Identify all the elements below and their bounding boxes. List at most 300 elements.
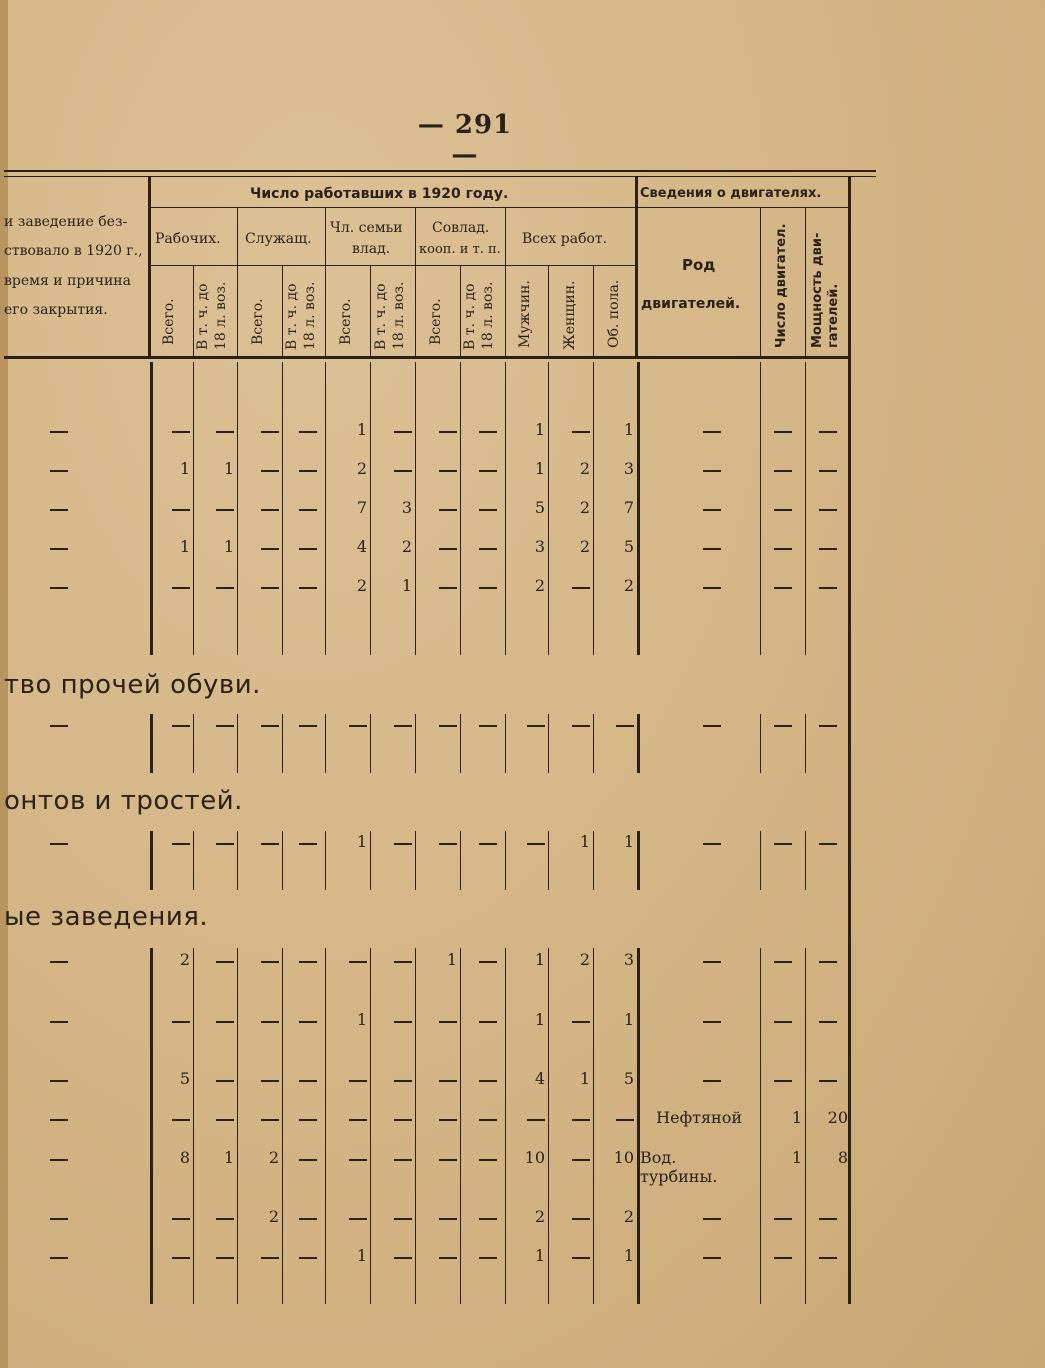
row-1-col-7-dash (394, 431, 412, 433)
row-13-col-10: 2 (534, 1207, 545, 1226)
body-column-rule (548, 831, 549, 890)
row-7-col-5-dash (299, 843, 317, 845)
row-5-col-10: 2 (534, 576, 545, 595)
row-5-col-7: 1 (401, 576, 412, 595)
body-column-rule (193, 831, 194, 890)
row-10-col-5-dash (299, 1080, 317, 1082)
row-10-col-1-dash (50, 1080, 68, 1082)
row-5-col-2-dash (172, 587, 190, 589)
row-8-col-2: 2 (179, 950, 190, 969)
row-14-col-4-dash (261, 1257, 279, 1259)
body-column-rule (505, 831, 506, 890)
row-5-col-9-dash (479, 587, 497, 589)
left-header-line-4: его закрытия. (4, 302, 108, 318)
row-4-engine-3-dash (819, 548, 837, 550)
row-11-col-4-dash (261, 1119, 279, 1121)
row-1-col-8-dash (439, 431, 457, 433)
sub-minors: В т. ч. до (462, 283, 478, 350)
row-7-col-11: 1 (579, 832, 590, 851)
row-6-engine-2-dash (774, 725, 792, 727)
body-column-rule (637, 831, 640, 890)
body-column-rule (237, 362, 238, 655)
row-8-engine-2-dash (774, 961, 792, 963)
row-4-col-10: 3 (534, 537, 545, 556)
sub-minors-2: 18 л. воз. (480, 281, 496, 350)
body-column-rule (237, 948, 238, 1304)
row-3-engine-2-dash (774, 509, 792, 511)
body-column-rule (325, 362, 326, 655)
body-column-rule (460, 948, 461, 1304)
body-column-rule (760, 362, 761, 655)
col-divider-engines (635, 176, 638, 359)
row-2-col-7-dash (394, 470, 412, 472)
row-12-engine-2: 1 (791, 1148, 802, 1167)
body-column-rule (193, 948, 194, 1304)
row-7-col-8-dash (439, 843, 457, 845)
row-1-col-5-dash (299, 431, 317, 433)
body-column-rule (415, 362, 416, 655)
row-2-col-9-dash (479, 470, 497, 472)
row-1-col-11-dash (572, 431, 590, 433)
row-3-engine-1-dash (703, 509, 721, 511)
body-column-rule (548, 714, 549, 773)
body-column-rule (637, 714, 640, 773)
row-12-col-2: 8 (179, 1148, 190, 1167)
row-6-col-3-dash (216, 725, 234, 727)
row-3-col-12: 7 (623, 498, 634, 517)
engine-power-1: Мощность дви- (810, 232, 825, 348)
body-column-rule (637, 362, 640, 655)
row-2-col-8-dash (439, 470, 457, 472)
row-12-col-9-dash (479, 1159, 497, 1161)
row-2-col-11: 2 (579, 459, 590, 478)
row-7-col-4-dash (261, 843, 279, 845)
row-5-engine-3-dash (819, 587, 837, 589)
row-9-engine-1-dash (703, 1021, 721, 1023)
row-9-col-3-dash (216, 1021, 234, 1023)
row-6-engine-3-dash (819, 725, 837, 727)
row-9-col-4-dash (261, 1021, 279, 1023)
row-9-col-2-dash (172, 1021, 190, 1023)
row-1-col-9-dash (479, 431, 497, 433)
header-title-rule (150, 207, 850, 208)
row-1-col-3-dash (216, 431, 234, 433)
row-14-col-5-dash (299, 1257, 317, 1259)
row-14-engine-3-dash (819, 1257, 837, 1259)
row-7-col-2-dash (172, 843, 190, 845)
row-10-col-2: 5 (179, 1069, 190, 1088)
hdr-v (460, 265, 461, 359)
col-divider-left (148, 176, 151, 359)
row-5-col-11-dash (572, 587, 590, 589)
row-11-col-3-dash (216, 1119, 234, 1121)
row-3-col-7: 3 (401, 498, 412, 517)
row-4-col-3: 1 (223, 537, 234, 556)
row-13-col-9-dash (479, 1218, 497, 1220)
row-13-engine-2-dash (774, 1218, 792, 1220)
row-11-engine-2: 1 (791, 1108, 802, 1127)
row-1-col-6: 1 (356, 420, 367, 439)
body-column-rule (150, 831, 153, 890)
body-column-rule (460, 362, 461, 655)
row-5-col-4-dash (261, 587, 279, 589)
row-12-col-4: 2 (268, 1148, 279, 1167)
group-all: Всех работ. (522, 231, 608, 247)
row-12-col-3: 1 (223, 1148, 234, 1167)
row-10-col-12: 5 (623, 1069, 634, 1088)
row-11-col-1-dash (50, 1119, 68, 1121)
section-title: ые заведения. (4, 902, 209, 932)
sub-total: Всего. (428, 298, 444, 345)
body-column-rule (593, 362, 594, 655)
row-1-col-4-dash (261, 431, 279, 433)
row-10-engine-3-dash (819, 1080, 837, 1082)
section-title: тво прочей обуви. (4, 670, 261, 700)
row-14-engine-2-dash (774, 1257, 792, 1259)
row-10-col-11: 1 (579, 1069, 590, 1088)
body-column-rule (193, 362, 194, 655)
body-column-rule (282, 948, 283, 1304)
row-5-col-12: 2 (623, 576, 634, 595)
row-2-engine-3-dash (819, 470, 837, 472)
group-coowners-1: Совлад. (432, 220, 490, 236)
top-rule-2 (4, 176, 876, 177)
hdr-v (237, 207, 238, 359)
row-6-col-6-dash (349, 725, 367, 727)
row-1-col-12: 1 (623, 420, 634, 439)
row-13-col-6-dash (349, 1218, 367, 1220)
hdr-v (325, 207, 326, 359)
body-column-rule (415, 831, 416, 890)
sub-minors-2: 18 л. воз. (302, 281, 318, 350)
row-13-col-8-dash (439, 1218, 457, 1220)
row-5-col-5-dash (299, 587, 317, 589)
hdr-v (370, 265, 371, 359)
body-column-rule (282, 831, 283, 890)
row-4-col-9-dash (479, 548, 497, 550)
body-column-rule (150, 362, 153, 655)
sub-women: Женщин. (562, 280, 578, 350)
sub-total: Всего. (338, 298, 354, 345)
row-8-engine-1-dash (703, 961, 721, 963)
row-6-col-12-dash (616, 725, 634, 727)
row-4-col-5-dash (299, 548, 317, 550)
row-7-col-3-dash (216, 843, 234, 845)
row-13-col-2-dash (172, 1218, 190, 1220)
section-title: онтов и тростей. (4, 786, 243, 816)
row-11-col-9-dash (479, 1119, 497, 1121)
row-4-col-8-dash (439, 548, 457, 550)
group-employees: Служащ. (245, 231, 312, 247)
body-column-rule (237, 714, 238, 773)
body-column-rule (760, 831, 761, 890)
row-9-col-7-dash (394, 1021, 412, 1023)
body-column-rule (415, 714, 416, 773)
header-bottom-rule (4, 356, 850, 359)
row-10-col-8-dash (439, 1080, 457, 1082)
row-3-col-9-dash (479, 509, 497, 511)
row-14-col-1-dash (50, 1257, 68, 1259)
row-6-col-7-dash (394, 725, 412, 727)
row-5-col-8-dash (439, 587, 457, 589)
body-column-rule (282, 362, 283, 655)
row-14-col-9-dash (479, 1257, 497, 1259)
body-column-rule (593, 714, 594, 773)
row-12-engine-1: Вод. турбины. (640, 1148, 718, 1186)
hdr-v (805, 207, 806, 359)
row-2-col-3: 1 (223, 459, 234, 478)
row-6-col-8-dash (439, 725, 457, 727)
row-4-col-11: 2 (579, 537, 590, 556)
workers-title: Число работавших в 1920 году. (250, 186, 509, 202)
row-8-col-1-dash (50, 961, 68, 963)
row-7-engine-1-dash (703, 843, 721, 845)
row-7-engine-2-dash (774, 843, 792, 845)
row-12-col-1-dash (50, 1159, 68, 1161)
row-7-col-6: 1 (356, 832, 367, 851)
sub-total: Всего. (161, 298, 177, 345)
row-5-col-1-dash (50, 587, 68, 589)
row-2-col-2: 1 (179, 459, 190, 478)
row-14-col-3-dash (216, 1257, 234, 1259)
body-column-rule (282, 714, 283, 773)
row-8-col-10: 1 (534, 950, 545, 969)
row-10-col-10: 4 (534, 1069, 545, 1088)
body-column-rule (193, 714, 194, 773)
row-11-col-10-dash (527, 1119, 545, 1121)
row-10-col-3-dash (216, 1080, 234, 1082)
row-9-col-6: 1 (356, 1010, 367, 1029)
group-coowners-2: кооп. и т. п. (419, 242, 501, 257)
row-1-col-2-dash (172, 431, 190, 433)
row-5-col-6: 2 (356, 576, 367, 595)
body-column-rule (415, 948, 416, 1304)
row-11-col-5-dash (299, 1119, 317, 1121)
row-12-col-5-dash (299, 1159, 317, 1161)
row-8-col-4-dash (261, 961, 279, 963)
row-10-col-7-dash (394, 1080, 412, 1082)
body-column-rule (150, 714, 153, 773)
body-column-rule (760, 714, 761, 773)
row-8-engine-3-dash (819, 961, 837, 963)
left-header-line-3: время и причина (4, 273, 131, 289)
row-10-col-4-dash (261, 1080, 279, 1082)
row-7-col-9-dash (479, 843, 497, 845)
row-6-col-9-dash (479, 725, 497, 727)
row-10-col-9-dash (479, 1080, 497, 1082)
top-rule (4, 170, 876, 172)
row-14-col-7-dash (394, 1257, 412, 1259)
hdr-v (505, 207, 506, 359)
sub-men: Мужчин. (517, 280, 533, 348)
row-6-col-11-dash (572, 725, 590, 727)
row-8-col-7-dash (394, 961, 412, 963)
row-14-col-11-dash (572, 1257, 590, 1259)
row-2-col-4-dash (261, 470, 279, 472)
row-11-col-11-dash (572, 1119, 590, 1121)
body-column-rule (505, 714, 506, 773)
body-column-rule (370, 948, 371, 1304)
row-2-engine-2-dash (774, 470, 792, 472)
group-workers: Рабочих. (155, 231, 221, 247)
row-6-col-4-dash (261, 725, 279, 727)
row-4-engine-1-dash (703, 548, 721, 550)
body-column-rule (150, 948, 153, 1304)
body-column-rule (505, 362, 506, 655)
engine-kind-1: Род (682, 256, 716, 274)
hdr-v (193, 265, 194, 359)
row-8-col-11: 2 (579, 950, 590, 969)
body-column-rule (325, 948, 326, 1304)
row-12-col-11-dash (572, 1159, 590, 1161)
engine-kind-2: двигателей. (641, 296, 741, 312)
row-12-engine-3: 8 (837, 1148, 848, 1167)
row-10-engine-1-dash (703, 1080, 721, 1082)
row-8-col-9-dash (479, 961, 497, 963)
row-6-col-5-dash (299, 725, 317, 727)
body-column-rule (460, 831, 461, 890)
engine-count: Число двигател. (774, 223, 789, 348)
row-8-col-12: 3 (623, 950, 634, 969)
body-column-rule (325, 831, 326, 890)
row-10-engine-2-dash (774, 1080, 792, 1082)
row-1-col-10: 1 (534, 420, 545, 439)
row-7-col-7-dash (394, 843, 412, 845)
row-6-engine-1-dash (703, 725, 721, 727)
body-column-rule (805, 362, 806, 655)
sub-minors: В т. ч. до (373, 283, 389, 350)
row-7-col-10-dash (527, 843, 545, 845)
row-4-col-12: 5 (623, 537, 634, 556)
row-13-col-7-dash (394, 1218, 412, 1220)
row-4-col-7: 2 (401, 537, 412, 556)
body-column-rule (593, 948, 594, 1304)
page-number: — 291 — (417, 110, 513, 170)
row-10-col-6-dash (349, 1080, 367, 1082)
row-4-col-4-dash (261, 548, 279, 550)
row-13-col-5-dash (299, 1218, 317, 1220)
row-12-col-10: 10 (524, 1148, 545, 1167)
row-11-col-12-dash (616, 1119, 634, 1121)
row-9-engine-3-dash (819, 1021, 837, 1023)
hdr-v (415, 207, 416, 359)
row-2-col-5-dash (299, 470, 317, 472)
body-column-rule (505, 948, 506, 1304)
row-14-engine-1-dash (703, 1257, 721, 1259)
row-14-col-12: 1 (623, 1246, 634, 1265)
row-13-col-12: 2 (623, 1207, 634, 1226)
group-family-2: влад. (352, 241, 391, 257)
row-5-col-3-dash (216, 587, 234, 589)
body-column-rule (460, 714, 461, 773)
sub-both: Об. пола. (606, 279, 622, 348)
body-column-rule (370, 362, 371, 655)
hdr-v (593, 265, 594, 359)
row-3-col-10: 5 (534, 498, 545, 517)
hdr-v (282, 265, 283, 359)
row-9-col-1-dash (50, 1021, 68, 1023)
row-14-col-8-dash (439, 1257, 457, 1259)
row-9-col-11-dash (572, 1021, 590, 1023)
body-column-rule (548, 362, 549, 655)
row-12-col-7-dash (394, 1159, 412, 1161)
row-13-engine-1-dash (703, 1218, 721, 1220)
row-3-col-11: 2 (579, 498, 590, 517)
row-11-engine-1: Нефтяной (656, 1108, 742, 1127)
row-2-col-1-dash (50, 470, 68, 472)
row-6-col-1-dash (50, 725, 68, 727)
row-9-engine-2-dash (774, 1021, 792, 1023)
row-7-col-1-dash (50, 843, 68, 845)
row-11-col-2-dash (172, 1119, 190, 1121)
row-13-col-3-dash (216, 1218, 234, 1220)
engines-title: Сведения о двигателях. (640, 186, 822, 201)
sub-minors: В т. ч. до (195, 283, 211, 350)
sub-total: Всего. (250, 298, 266, 345)
row-3-engine-3-dash (819, 509, 837, 511)
row-14-col-10: 1 (534, 1246, 545, 1265)
row-9-col-12: 1 (623, 1010, 634, 1029)
row-12-col-12: 10 (613, 1148, 634, 1167)
row-5-engine-1-dash (703, 587, 721, 589)
row-3-col-5-dash (299, 509, 317, 511)
body-column-rule (325, 714, 326, 773)
sub-minors-2: 18 л. воз. (213, 281, 229, 350)
row-1-col-1-dash (50, 431, 68, 433)
row-11-col-6-dash (349, 1119, 367, 1121)
row-7-col-12: 1 (623, 832, 634, 851)
col-divider-right (848, 176, 851, 1304)
row-13-col-4: 2 (268, 1207, 279, 1226)
row-13-col-1-dash (50, 1218, 68, 1220)
row-4-col-2: 1 (179, 537, 190, 556)
row-3-col-4-dash (261, 509, 279, 511)
row-12-col-6-dash (349, 1159, 367, 1161)
row-4-col-6: 4 (356, 537, 367, 556)
body-column-rule (237, 831, 238, 890)
row-1-engine-1-dash (703, 431, 721, 433)
row-3-col-6: 7 (356, 498, 367, 517)
body-column-rule (805, 831, 806, 890)
engine-power-2: гателей. (826, 283, 841, 348)
row-2-col-6: 2 (356, 459, 367, 478)
row-9-col-5-dash (299, 1021, 317, 1023)
body-column-rule (805, 948, 806, 1304)
row-2-col-10: 1 (534, 459, 545, 478)
row-8-col-8: 1 (446, 950, 457, 969)
left-header-line-2: ствовало в 1920 г., (4, 243, 143, 259)
row-3-col-3-dash (216, 509, 234, 511)
row-5-engine-2-dash (774, 587, 792, 589)
row-13-engine-3-dash (819, 1218, 837, 1220)
left-header-line-1: и заведение без- (4, 214, 128, 230)
row-6-col-2-dash (172, 725, 190, 727)
row-14-col-6: 1 (356, 1246, 367, 1265)
row-11-col-7-dash (394, 1119, 412, 1121)
row-3-col-1-dash (50, 509, 68, 511)
row-4-col-1-dash (50, 548, 68, 550)
row-3-col-8-dash (439, 509, 457, 511)
row-1-engine-2-dash (774, 431, 792, 433)
row-8-col-3-dash (216, 961, 234, 963)
body-column-rule (370, 714, 371, 773)
body-column-rule (760, 948, 761, 1304)
row-8-col-5-dash (299, 961, 317, 963)
body-column-rule (370, 831, 371, 890)
row-8-col-6-dash (349, 961, 367, 963)
row-13-col-11-dash (572, 1218, 590, 1220)
body-column-rule (805, 714, 806, 773)
